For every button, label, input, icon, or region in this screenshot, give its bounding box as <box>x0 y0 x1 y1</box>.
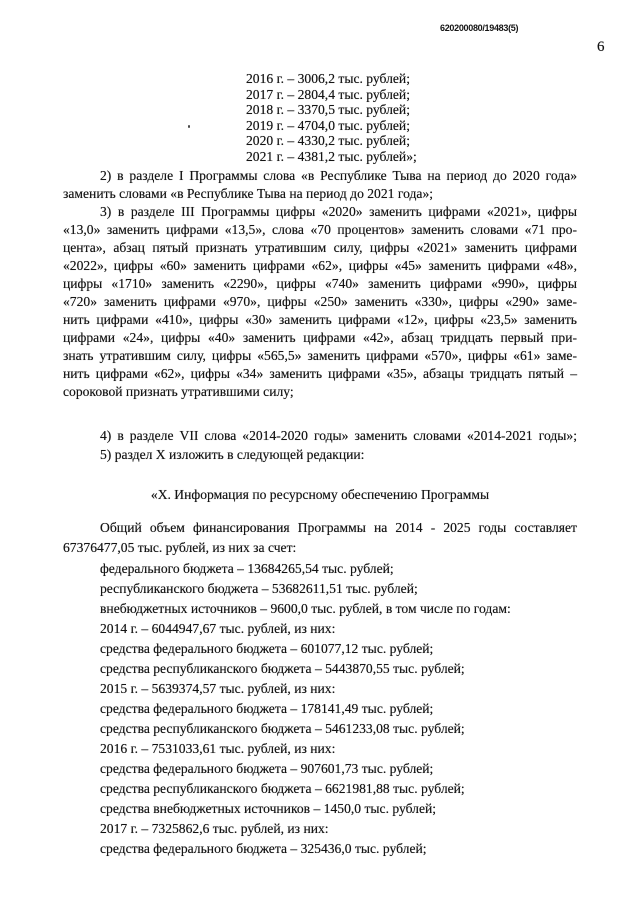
text-line: средства республиканского бюджета – 5443870,55 тыс. рублей; <box>100 661 465 676</box>
text-line: 2016 г. – 7531033,61 тыс. рублей, из них: <box>100 741 336 756</box>
document-number: 620200080/19483(5) <box>440 23 519 33</box>
text-line: знать утратившим силу, цифры «565,5» заменить цифрами «570», цифры «61» заме- <box>63 348 577 363</box>
text-line: 67376477,05 тыс. рублей, из них за счет: <box>63 540 297 555</box>
text-line: «2022», цифры «60» заменить цифрами «62», цифры «45» заменить цифрами «48», <box>63 258 577 273</box>
text-line: средства федерального бюджета – 325436,0 тыс. рублей; <box>100 841 427 856</box>
paragraph-item-5 <box>63 446 577 464</box>
text-line: нить цифрами «62», цифры «34» заменить цифрами «35», абзацы тридцать пятый – <box>63 366 577 381</box>
text-line: заменить словами «в Республике Тыва на период до 2021 года»; <box>63 186 434 201</box>
text-line: средства федерального бюджета – 601077,12 тыс. рублей; <box>100 641 434 656</box>
text-line: 2014 г. – 6044947,67 тыс. рублей, из них: <box>100 621 336 636</box>
funding-intro-paragraph <box>63 518 577 558</box>
text-line: 2015 г. – 5639374,57 тыс. рублей, из них: <box>100 681 336 696</box>
text-line: 2) в разделе I Программы слова «в Республике Тыва на период до 2020 года» <box>100 168 577 183</box>
text-line: 2019 г. – 4704,0 тыс. рублей; <box>246 117 410 133</box>
text-line: средства республиканского бюджета – 6621981,88 тыс. рублей; <box>100 781 465 796</box>
text-line: цифры «1710» заменить «2290», цифры «740» заменить цифрами «990», цифры <box>63 276 577 291</box>
text-line: цифрами «24», цифры «40» заменить цифрами «42», абзац тридцать первый при- <box>63 330 577 345</box>
text-line: 2016 г. – 3006,2 тыс. рублей; <box>246 71 410 86</box>
text-line: сороковой признать утратившими силу; <box>63 384 294 399</box>
text-line: нить цифрами «410», цифры «30» заменить цифрами «12», цифры «23,5» заменить <box>63 312 577 327</box>
text-line: 4) в разделе VII слова «2014-2020 годы» заменить словами «2014-2021 годы»; <box>100 428 577 443</box>
text-line: республиканского бюджета – 53682611,51 тыс. рублей; <box>100 581 418 596</box>
text-line: 3) в разделе III Программы цифры «2020» заменить цифрами «2021», цифры <box>100 204 577 219</box>
text-line: федерального бюджета – 13684265,54 тыс. рублей; <box>100 561 394 576</box>
section-heading: «X. Информация по ресурсному обеспечению Программы <box>150 487 490 502</box>
funding-detail-list <box>100 559 511 859</box>
text-line: цента», абзац пятый признать утратившим силу, цифры «2021» заменить цифрами <box>63 240 577 255</box>
text-line: средства республиканского бюджета – 5461233,08 тыс. рублей; <box>100 721 465 736</box>
text-line: Общий объем финансирования Программы на 2014 - 2025 годы составляет <box>100 520 577 535</box>
text-line: средства федерального бюджета – 907601,73 тыс. рублей; <box>100 761 434 776</box>
text-line: «720» заменить цифрами «970», цифры «250» заменить «330», цифры «290» заме- <box>63 294 577 309</box>
text-line: 2020 г. – 4330,2 тыс. рублей; <box>246 133 410 148</box>
paragraph-item-3 <box>63 203 577 401</box>
text-line: 2021 г. – 4381,2 тыс. рублей»; <box>246 148 417 164</box>
paragraph-item-2 <box>63 167 577 203</box>
page-number: 6 <box>597 39 605 55</box>
text-line: 2017 г. – 2804,4 тыс. рублей; <box>246 86 410 102</box>
yearly-amounts-list <box>246 71 417 164</box>
text-line: 2017 г. – 7325862,6 тыс. рублей, из них: <box>100 821 329 836</box>
text-line: внебюджетных источников – 9600,0 тыс. рублей, в том числе по годам: <box>100 601 511 616</box>
text-line: «13,0» заменить цифрами «13,5», слова «70 процентов» заменить словами «71 про- <box>63 222 577 237</box>
text-line: 2018 г. – 3370,5 тыс. рублей; <box>246 102 410 117</box>
text-line: 5) раздел X изложить в следующей редакции: <box>100 447 365 462</box>
text-line: средства федерального бюджета – 178141,49 тыс. рублей; <box>100 701 434 716</box>
scan-speck-artifact <box>188 125 190 128</box>
paragraph-item-4 <box>63 427 577 445</box>
text-line: средства внебюджетных источников – 1450,0 тыс. рублей; <box>100 801 437 816</box>
